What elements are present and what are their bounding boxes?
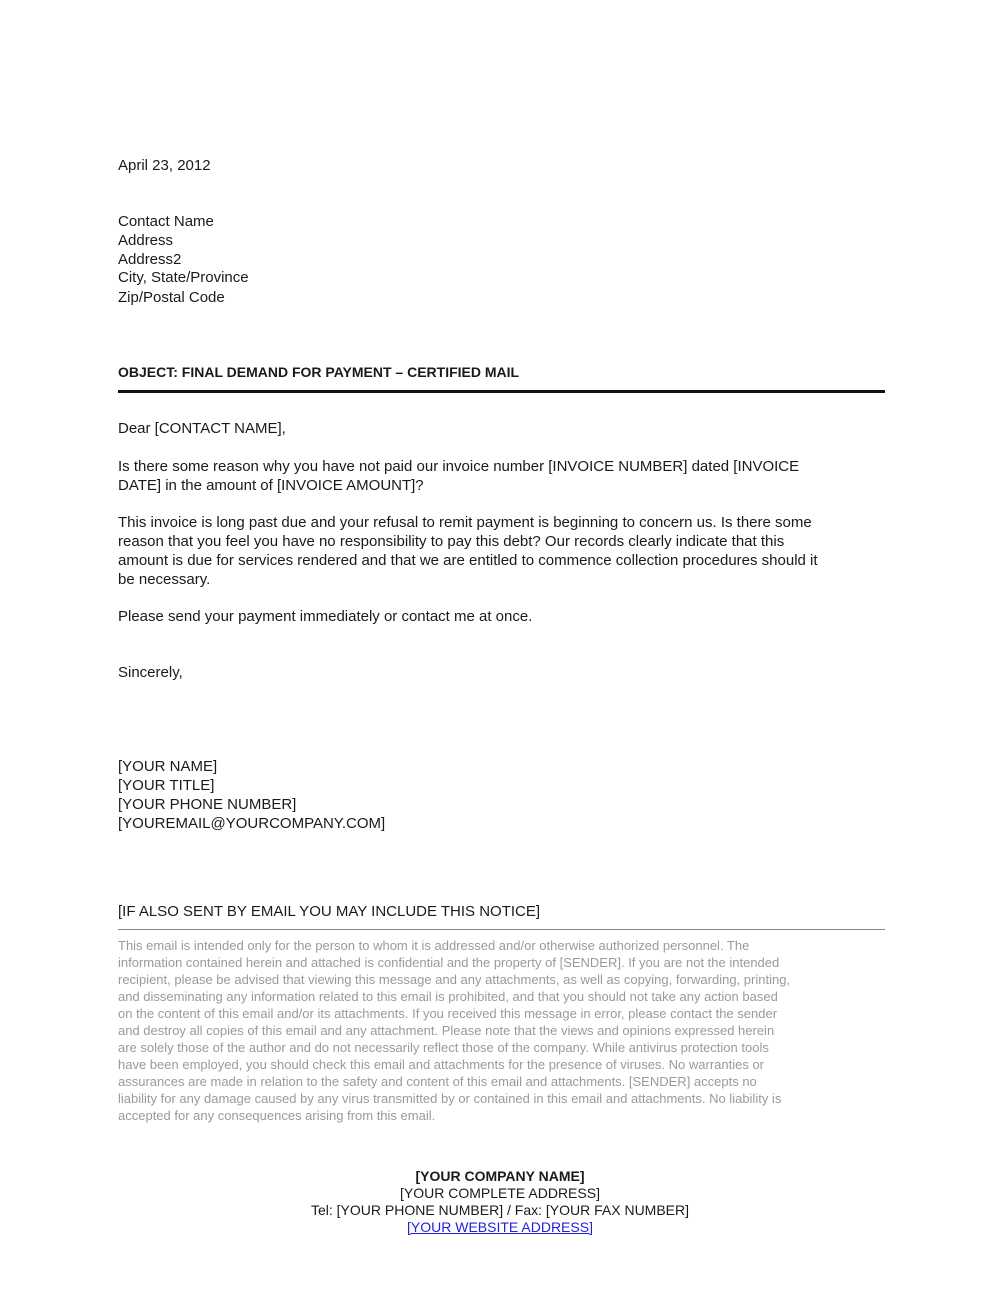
signature-name: [YOUR NAME] [118,758,218,775]
recipient-zip: Zip/Postal Code [118,289,225,306]
salutation: Dear [CONTACT NAME], [118,420,286,437]
footer-contact: Tel: [YOUR PHONE NUMBER] / Fax: [YOUR FAX NUMBER] [310,1202,690,1218]
notice-line: accepted for any consequences arising from this email. [118,1108,436,1123]
subject-line: OBJECT: FINAL DEMAND FOR PAYMENT – CERTIFIED MAIL [118,364,520,380]
notice-line: information contained herein and attached is confidential and the property of [SENDER]. If you are not the intended [118,955,780,970]
footer-website-link[interactable]: [YOUR WEBSITE ADDRESS] [407,1219,593,1235]
notice-line: are solely those of the author and do not necessarily reflect those of the company. While antivirus protection tools [118,1040,769,1055]
notice-line: recipient, please be advised that viewing this message and any attachments, as well as copying, forwarding, printing, [118,972,791,987]
footer-address: [YOUR COMPLETE ADDRESS] [400,1185,600,1201]
signature-title: [YOUR TITLE] [118,777,215,794]
signature-email: [YOUREMAIL@YOURCOMPANY.COM] [118,815,386,832]
recipient-address: Address [118,232,174,249]
paragraph-1-line: DATE] in the amount of [INVOICE AMOUNT]? [118,477,424,494]
signature-phone: [YOUR PHONE NUMBER] [118,796,297,813]
notice-line: on the content of this email and/or its attachments. If you received this message in error, please contact the sender [118,1006,778,1021]
notice-divider [118,929,885,930]
notice-line: assurances are made in relation to the safety and content of this email and attachments. [SENDER] accepts no [118,1074,757,1089]
letter-date: April 23, 2012 [118,157,211,174]
paragraph-3: Please send your payment immediately or contact me at once. [118,608,533,625]
notice-line: liability for any damage caused by any virus transmitted by or contained in this email and attachments. No liability is [118,1091,782,1106]
closing: Sincerely, [118,664,183,681]
paragraph-2-line: This invoice is long past due and your refusal to remit payment is beginning to concern us. Is there some [118,514,812,531]
paragraph-2-line: amount is due for services rendered and that we are entitled to commence collection procedures should it [118,552,818,569]
recipient-address2: Address2 [118,251,182,268]
recipient-city: City, State/Province [118,269,249,286]
paragraph-2-line: reason that you feel you have no responsibility to pay this debt? Our records clearly indicate that this [118,533,785,550]
footer-company-name: [YOUR COMPANY NAME] [415,1168,585,1184]
notice-line: and disseminating any information related to this email is prohibited, and that you should not take any action based [118,989,778,1004]
notice-line: This email is intended only for the person to whom it is addressed and/or otherwise authorized personnel. The [118,938,750,953]
notice-line: have been employed, you should check this email and attachments for the presence of viruses. No warranties or [118,1057,765,1072]
paragraph-1-line: Is there some reason why you have not paid our invoice number [INVOICE NUMBER] dated [INVOICE [118,458,800,475]
paragraph-2-line: be necessary. [118,571,211,588]
notice-line: and destroy all copies of this email and any attachment. Please note that the views and opinions expressed herein [118,1023,775,1038]
notice-heading: [IF ALSO SENT BY EMAIL YOU MAY INCLUDE THIS NOTICE] [118,903,541,920]
subject-divider [118,390,885,393]
recipient-name: Contact Name [118,213,214,230]
